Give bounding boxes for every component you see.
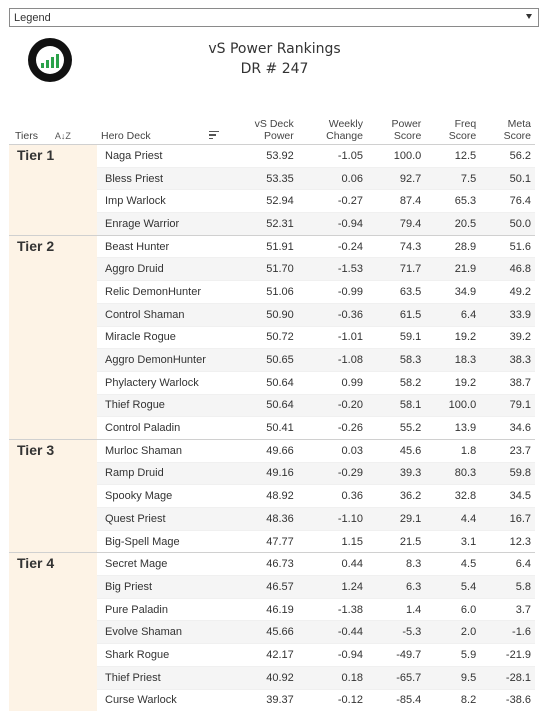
- meta-score-cell: 34.6: [480, 417, 535, 440]
- vs-deck-power-cell: 42.17: [225, 644, 298, 667]
- meta-score-cell: 76.4: [480, 190, 535, 213]
- tier-label: Tier 3: [9, 439, 97, 552]
- weekly-change-cell: -0.94: [298, 213, 367, 236]
- hero-deck-cell: Enrage Warrior: [97, 213, 225, 236]
- freq-score-cell: 19.2: [425, 371, 480, 394]
- page-title: vS Power Rankings: [208, 41, 341, 57]
- tier-label: Tier 1: [9, 145, 97, 236]
- freq-score-cell: 3.1: [425, 530, 480, 553]
- column-header-hero-deck[interactable]: Hero Deck: [97, 118, 225, 145]
- weekly-change-cell: -0.44: [298, 621, 367, 644]
- meta-score-cell: -28.1: [480, 666, 535, 689]
- power-score-cell: 39.3: [367, 462, 425, 485]
- meta-score-cell: 34.5: [480, 485, 535, 508]
- power-score-cell: 1.4: [367, 598, 425, 621]
- vs-deck-power-cell: 52.31: [225, 213, 298, 236]
- freq-score-cell: 8.2: [425, 689, 480, 711]
- freq-score-cell: 1.8: [425, 439, 480, 462]
- power-score-cell: 87.4: [367, 190, 425, 213]
- freq-score-cell: 7.5: [425, 167, 480, 190]
- column-header-tiers[interactable]: Tiers A↓Z: [15, 130, 71, 142]
- meta-score-cell: 50.1: [480, 167, 535, 190]
- hero-deck-cell: Control Shaman: [97, 303, 225, 326]
- hero-deck-cell: Relic DemonHunter: [97, 281, 225, 304]
- meta-score-cell: -21.9: [480, 644, 535, 667]
- power-score-cell: 61.5: [367, 303, 425, 326]
- meta-score-cell: 39.2: [480, 326, 535, 349]
- vs-deck-power-cell: 46.57: [225, 576, 298, 599]
- power-score-cell: 29.1: [367, 508, 425, 531]
- vs-deck-power-cell: 47.77: [225, 530, 298, 553]
- freq-score-cell: 4.4: [425, 508, 480, 531]
- meta-score-cell: 23.7: [480, 439, 535, 462]
- meta-score-cell: 38.3: [480, 349, 535, 372]
- power-score-cell: 55.2: [367, 417, 425, 440]
- freq-score-cell: 28.9: [425, 235, 480, 258]
- vs-deck-power-cell: 48.92: [225, 485, 298, 508]
- vs-deck-power-cell: 50.64: [225, 394, 298, 417]
- vs-deck-power-cell: 51.70: [225, 258, 298, 281]
- weekly-change-cell: -0.36: [298, 303, 367, 326]
- hero-deck-cell: Thief Rogue: [97, 394, 225, 417]
- hero-deck-cell: Aggro Druid: [97, 258, 225, 281]
- vs-deck-power-cell: 40.92: [225, 666, 298, 689]
- freq-score-cell: 13.9: [425, 417, 480, 440]
- power-score-cell: 100.0: [367, 145, 425, 168]
- tier-label: Tier 4: [9, 553, 97, 711]
- vs-deck-power-cell: 51.06: [225, 281, 298, 304]
- meta-score-cell: 33.9: [480, 303, 535, 326]
- power-score-cell: 45.6: [367, 439, 425, 462]
- freq-score-cell: 9.5: [425, 666, 480, 689]
- vs-deck-power-cell: 49.66: [225, 439, 298, 462]
- weekly-change-cell: 1.24: [298, 576, 367, 599]
- vs-deck-power-cell: 48.36: [225, 508, 298, 531]
- vs-deck-power-cell: 49.16: [225, 462, 298, 485]
- freq-score-cell: 5.4: [425, 576, 480, 599]
- table-header-row: [9, 118, 535, 145]
- weekly-change-cell: -1.10: [298, 508, 367, 531]
- meta-score-cell: -1.6: [480, 621, 535, 644]
- power-score-cell: -5.3: [367, 621, 425, 644]
- vs-deck-power-cell: 39.37: [225, 689, 298, 711]
- power-score-cell: -49.7: [367, 644, 425, 667]
- column-header-meta-score[interactable]: Meta Score: [503, 118, 531, 142]
- vs-deck-power-cell: 50.65: [225, 349, 298, 372]
- freq-score-cell: 6.4: [425, 303, 480, 326]
- weekly-change-cell: -1.01: [298, 326, 367, 349]
- freq-score-cell: 5.9: [425, 644, 480, 667]
- power-score-cell: -65.7: [367, 666, 425, 689]
- freq-score-cell: 12.5: [425, 145, 480, 168]
- weekly-change-cell: 0.99: [298, 371, 367, 394]
- meta-score-cell: 3.7: [480, 598, 535, 621]
- meta-score-cell: 79.1: [480, 394, 535, 417]
- freq-score-cell: 32.8: [425, 485, 480, 508]
- hero-deck-cell: Imp Warlock: [97, 190, 225, 213]
- column-header-vs-deck-power[interactable]: vS Deck Power: [254, 118, 294, 142]
- hero-deck-cell: Miracle Rogue: [97, 326, 225, 349]
- vs-deck-power-cell: 45.66: [225, 621, 298, 644]
- freq-score-cell: 100.0: [425, 394, 480, 417]
- weekly-change-cell: 0.18: [298, 666, 367, 689]
- power-score-cell: 63.5: [367, 281, 425, 304]
- meta-score-cell: -38.6: [480, 689, 535, 711]
- legend-dropdown-label: Legend: [14, 11, 51, 24]
- hero-deck-cell: Control Paladin: [97, 417, 225, 440]
- power-score-cell: 71.7: [367, 258, 425, 281]
- meta-score-cell: 16.7: [480, 508, 535, 531]
- weekly-change-cell: -1.05: [298, 145, 367, 168]
- hero-deck-cell: Naga Priest: [97, 145, 225, 168]
- tier-label: Tier 2: [9, 235, 97, 439]
- vs-deck-power-cell: 53.92: [225, 145, 298, 168]
- weekly-change-cell: -0.12: [298, 689, 367, 711]
- hero-deck-cell: Pure Paladin: [97, 598, 225, 621]
- column-header-freq-score[interactable]: Freq Score: [448, 118, 477, 142]
- hero-deck-cell: Quest Priest: [97, 508, 225, 531]
- table-row[interactable]: [9, 145, 535, 168]
- meta-score-cell: 46.8: [480, 258, 535, 281]
- power-score-cell: 92.7: [367, 167, 425, 190]
- rankings-table: [9, 118, 535, 711]
- power-score-cell: 8.3: [367, 553, 425, 576]
- table-row[interactable]: [9, 553, 535, 576]
- freq-score-cell: 65.3: [425, 190, 480, 213]
- weekly-change-cell: 0.03: [298, 439, 367, 462]
- vs-deck-power-cell: 53.35: [225, 167, 298, 190]
- table-row[interactable]: [9, 439, 535, 462]
- weekly-change-cell: -1.53: [298, 258, 367, 281]
- meta-score-cell: 12.3: [480, 530, 535, 553]
- hero-deck-cell: Murloc Shaman: [97, 439, 225, 462]
- weekly-change-cell: -0.27: [298, 190, 367, 213]
- power-score-cell: 36.2: [367, 485, 425, 508]
- vs-deck-power-cell: 46.19: [225, 598, 298, 621]
- table-row[interactable]: [9, 235, 535, 258]
- hero-deck-cell: Secret Mage: [97, 553, 225, 576]
- weekly-change-cell: 0.44: [298, 553, 367, 576]
- meta-score-cell: 5.8: [480, 576, 535, 599]
- hero-deck-cell: Shark Rogue: [97, 644, 225, 667]
- weekly-change-cell: -0.26: [298, 417, 367, 440]
- power-score-cell: 79.4: [367, 213, 425, 236]
- legend-dropdown[interactable]: [9, 8, 539, 27]
- power-score-cell: 58.3: [367, 349, 425, 372]
- chevron-down-icon[interactable]: [526, 14, 532, 19]
- sort-az-icon[interactable]: A↓Z: [54, 131, 71, 141]
- hero-deck-cell: Big Priest: [97, 576, 225, 599]
- freq-score-cell: 20.5: [425, 213, 480, 236]
- hero-deck-cell: Evolve Shaman: [97, 621, 225, 644]
- power-score-cell: 21.5: [367, 530, 425, 553]
- meta-score-cell: 6.4: [480, 553, 535, 576]
- page-subtitle: DR # 247: [240, 61, 309, 77]
- meta-score-cell: 38.7: [480, 371, 535, 394]
- power-score-cell: 6.3: [367, 576, 425, 599]
- freq-score-cell: 4.5: [425, 553, 480, 576]
- freq-score-cell: 2.0: [425, 621, 480, 644]
- weekly-change-cell: -0.99: [298, 281, 367, 304]
- vs-deck-power-cell: 50.41: [225, 417, 298, 440]
- hero-deck-cell: Beast Hunter: [97, 235, 225, 258]
- column-header-weekly-change[interactable]: Weekly Change: [326, 118, 363, 142]
- hero-deck-cell: Bless Priest: [97, 167, 225, 190]
- vs-deck-power-cell: 46.73: [225, 553, 298, 576]
- vs-deck-power-cell: 50.72: [225, 326, 298, 349]
- vs-deck-power-cell: 50.90: [225, 303, 298, 326]
- column-header-power-score[interactable]: Power Score: [391, 118, 422, 142]
- power-score-cell: 58.1: [367, 394, 425, 417]
- meta-score-cell: 49.2: [480, 281, 535, 304]
- meta-score-cell: 50.0: [480, 213, 535, 236]
- weekly-change-cell: 1.15: [298, 530, 367, 553]
- hero-deck-cell: Big-Spell Mage: [97, 530, 225, 553]
- freq-score-cell: 6.0: [425, 598, 480, 621]
- freq-score-cell: 34.9: [425, 281, 480, 304]
- vs-deck-power-cell: 51.91: [225, 235, 298, 258]
- weekly-change-cell: -0.94: [298, 644, 367, 667]
- vs-deck-power-cell: 52.94: [225, 190, 298, 213]
- hero-deck-cell: Curse Warlock: [97, 689, 225, 711]
- power-score-cell: 59.1: [367, 326, 425, 349]
- weekly-change-cell: 0.06: [298, 167, 367, 190]
- hero-deck-cell: Ramp Druid: [97, 462, 225, 485]
- freq-score-cell: 80.3: [425, 462, 480, 485]
- weekly-change-cell: -1.08: [298, 349, 367, 372]
- hero-deck-cell: Spooky Mage: [97, 485, 225, 508]
- weekly-change-cell: -0.29: [298, 462, 367, 485]
- freq-score-cell: 19.2: [425, 326, 480, 349]
- hero-deck-cell: Aggro DemonHunter: [97, 349, 225, 372]
- weekly-change-cell: -1.38: [298, 598, 367, 621]
- vs-deck-power-cell: 50.64: [225, 371, 298, 394]
- hero-deck-cell: Phylactery Warlock: [97, 371, 225, 394]
- weekly-change-cell: -0.20: [298, 394, 367, 417]
- freq-score-cell: 18.3: [425, 349, 480, 372]
- power-score-cell: 58.2: [367, 371, 425, 394]
- sort-lines-icon[interactable]: [209, 131, 219, 142]
- freq-score-cell: 21.9: [425, 258, 480, 281]
- meta-score-cell: 51.6: [480, 235, 535, 258]
- power-score-cell: -85.4: [367, 689, 425, 711]
- meta-score-cell: 56.2: [480, 145, 535, 168]
- hero-deck-cell: Thief Priest: [97, 666, 225, 689]
- weekly-change-cell: -0.24: [298, 235, 367, 258]
- meta-score-cell: 59.8: [480, 462, 535, 485]
- power-score-cell: 74.3: [367, 235, 425, 258]
- weekly-change-cell: 0.36: [298, 485, 367, 508]
